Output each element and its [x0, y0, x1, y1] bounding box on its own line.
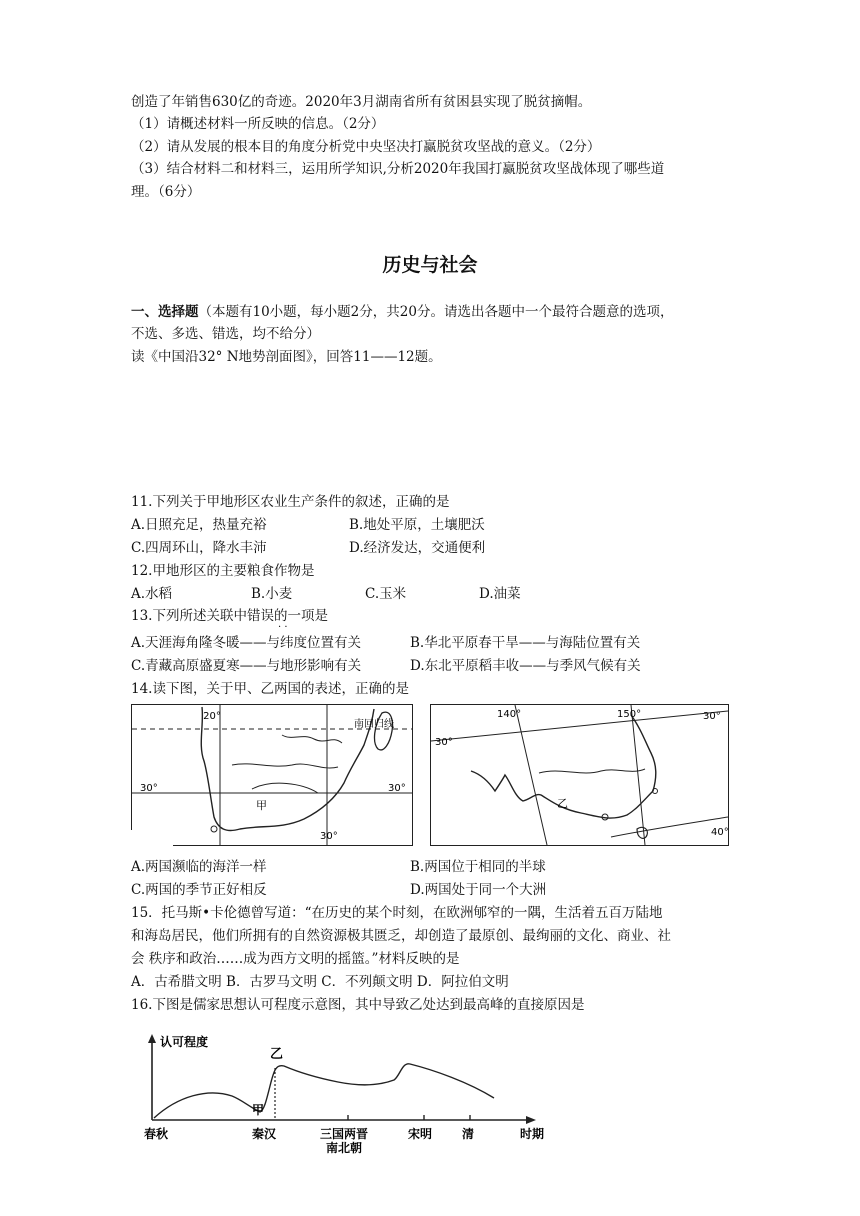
section-instructions: [131, 302, 673, 322]
annotation-jia: 甲: [252, 1103, 265, 1117]
x-tick-label: 清: [462, 1127, 475, 1141]
annotation-yi: 乙: [270, 1047, 284, 1062]
x-tick-label: 春秋: [144, 1127, 169, 1141]
q12-option-b[interactable]: B.小麦: [251, 586, 293, 602]
q12-option-c[interactable]: C.玉米: [365, 586, 407, 602]
inner-border-3: [252, 783, 318, 793]
madagascar-island: [375, 712, 393, 750]
section-heading: 一、选择题: [131, 304, 199, 320]
q11-stem: 11.下列关于甲地形区农业生产条件的叙述，正确的是: [131, 494, 450, 510]
q14-option-a[interactable]: A.两国濒临的海洋一样: [131, 859, 267, 875]
politics-line-1: 创造了年销售630亿的奇迹。2020年3月湖南省所有贫困县实现了脱贫摘帽。: [131, 94, 592, 110]
inner-border-1: [232, 764, 338, 768]
q14-option-c[interactable]: C.两国的季节正好相反: [131, 882, 267, 898]
section-title: 历史与社会: [382, 254, 478, 276]
map-southern-africa: [131, 704, 413, 846]
x-axis-arrow: [526, 1116, 536, 1124]
label-lat-30-right: 30°: [388, 783, 406, 794]
q12-option-d[interactable]: D.油菜: [479, 586, 521, 602]
x-tick-label: 三国两晋: [320, 1127, 369, 1141]
map-australia-drawing: [431, 705, 728, 845]
label-lon-140: 140°: [497, 709, 522, 720]
recognition-curve: [154, 1064, 494, 1118]
tasmania-island: [637, 827, 647, 838]
map-southern-africa-drawing: [132, 705, 412, 845]
politics-question-2: （2）请从发展的根本目的角度分析党中央坚决打赢脱贫攻坚战的意义。（2分）: [131, 139, 601, 155]
q16-stem: 16.下图是儒家思想认可程度示意图，其中导致乙处达到最高峰的直接原因是: [131, 997, 585, 1013]
q11-option-a[interactable]: A.日照充足，热量充裕: [131, 517, 267, 533]
x-tick-label: 南北朝: [326, 1141, 363, 1155]
inner-border-2: [282, 735, 342, 743]
x-tick-label: 秦汉: [252, 1127, 277, 1141]
label-country-jia: 甲: [256, 799, 267, 812]
q15-options[interactable]: A．古希腊文明 B．古罗马文明 C．不列颠文明 D．阿拉伯文明: [131, 974, 509, 990]
lon-140-line: [515, 705, 547, 845]
section-instructions-line-2: 不选、多选、错选，均不给分）: [131, 326, 320, 342]
q14-option-d[interactable]: D.两国处于同一个大洲: [410, 882, 547, 898]
q13-option-d[interactable]: D.东北平原稻丰收——与季风气候有关: [410, 658, 641, 674]
label-lon-150: 150°: [617, 709, 642, 720]
q12-stem: 12.甲地形区的主要粮食作物是: [131, 563, 315, 579]
map-australia: [430, 704, 729, 846]
politics-question-3-line-2: 理。（6分）: [131, 184, 201, 200]
q13-option-a[interactable]: A.天涯海角隆冬暖——与纬度位置有关: [131, 635, 362, 651]
map-corner-mask: [131, 830, 173, 848]
politics-question-1: （1）请概述材料一所反映的信息。（2分）: [131, 116, 385, 132]
label-country-yi: 乙: [557, 797, 568, 810]
africa-coastline: [201, 707, 374, 831]
emphasis-dots: · ·: [278, 622, 288, 633]
q11-option-b[interactable]: B.地处平原，土壤肥沃: [349, 517, 485, 533]
inner-border: [539, 769, 645, 773]
q15-stem-line-3: 会 秩序和政治……成为西方文明的摇篮。”材料反映的是: [131, 951, 460, 967]
y-axis-arrow: [148, 1034, 156, 1043]
chart-svg: [138, 1030, 568, 1160]
q15-stem-line-1: 15．托马斯•卡伦德曾写道：“在历史的某个时刻，在欧洲郇窄的一隅，生活着五百万陆地: [131, 905, 663, 921]
q13-option-b[interactable]: B.华北平原春干旱——与海陆位置有关: [410, 635, 641, 651]
y-axis-label: 认可程度: [160, 1035, 209, 1049]
confucianism-recognition-chart: [138, 1030, 568, 1160]
cape-marker: [211, 826, 217, 832]
section-heading-rest: （本题有10小题，每小题2分，共20分。请选出各题中一个最符合题意的选项，: [198, 304, 674, 320]
q15-stem-line-2: 和海岛居民，他们所拥有的自然资源极其匮乏，却创造了最原创、最绚丽的文化、商业、社: [131, 928, 671, 944]
label-lat-30-left: 30°: [140, 783, 158, 794]
x-tick-label: 宋明: [408, 1127, 433, 1141]
label-tropic: 南回归线: [354, 719, 394, 730]
label-lat-30-left: 30°: [435, 737, 453, 748]
q11-option-c[interactable]: C.四周环山，降水丰沛: [131, 540, 267, 556]
q14-option-b[interactable]: B.两国位于相同的半球: [410, 859, 546, 875]
politics-question-3-line-1: （3）结合材料二和材料三，运用所学知识,分析2020年我国打赢脱贫攻坚战体现了哪些道: [131, 161, 665, 177]
q13-stem: 13.下列所述关联中错误的一项是: [131, 608, 328, 624]
q12-option-a[interactable]: A.水稻: [131, 586, 173, 602]
q14-stem: 14.读下图，关于甲、乙两国的表述，正确的是: [131, 681, 409, 697]
label-lat-40: 40°: [711, 827, 728, 838]
x-axis-label: 时期: [520, 1127, 545, 1141]
q11-option-d[interactable]: D.经济发达，交通便利: [349, 540, 486, 556]
label-lat-30-right: 30°: [703, 711, 721, 722]
label-lon-20: 20°: [203, 711, 221, 722]
label-lon-30: 30°: [320, 831, 338, 842]
lat-30-line: [431, 711, 728, 741]
read-figure-instruction: 读《中国沿32° N地势剖面图》，回答11——12题。: [131, 349, 442, 365]
q13-option-c[interactable]: C.青藏高原盛夏寒——与地形影响有关: [131, 658, 362, 674]
